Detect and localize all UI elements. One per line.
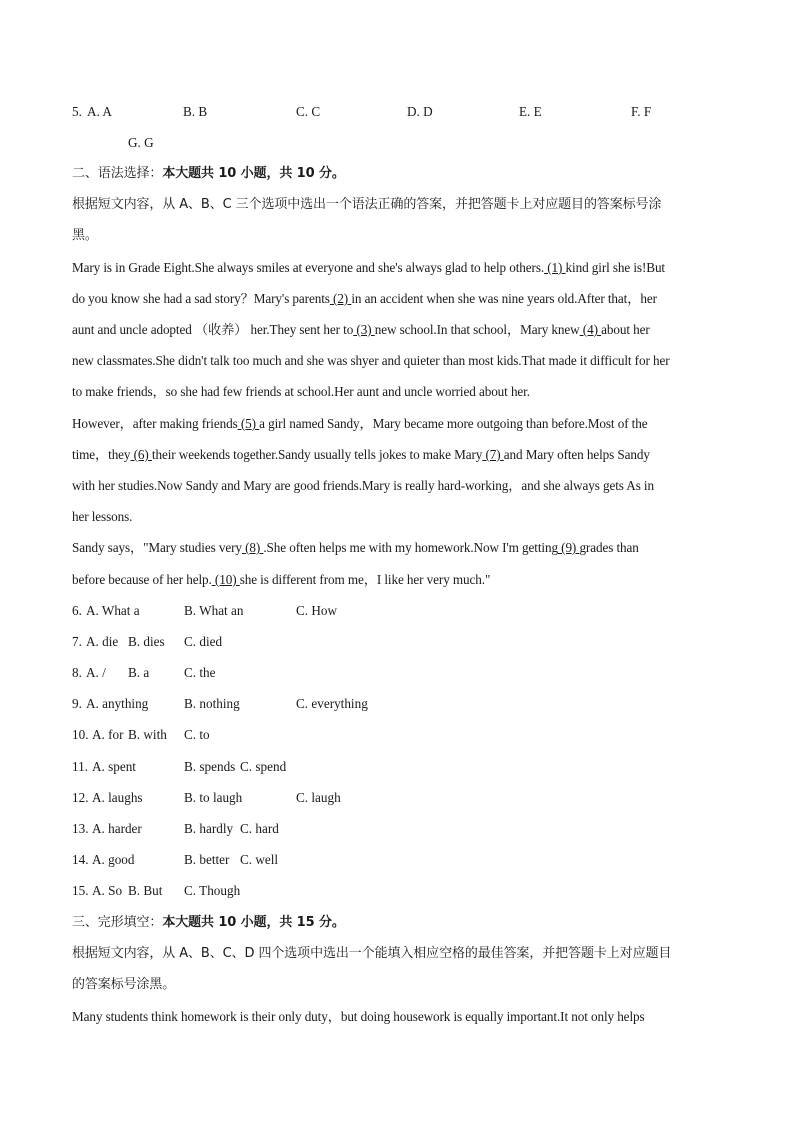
blank-4: (4) bbox=[579, 322, 602, 337]
passage-text: Mary is in Grade Eight.She always smiles at everyone and she's always glad to help others. bbox=[72, 260, 545, 275]
passage-line-1 bbox=[72, 259, 665, 277]
blank-9: (9) bbox=[557, 540, 580, 555]
question-number: 8. bbox=[72, 665, 82, 680]
section-2-heading-prefix: 二、语法选择： bbox=[72, 166, 163, 181]
passage-text: she is different from me，I like her very much." bbox=[239, 572, 491, 587]
passage-text: their weekends together.Sandy usually tells jokes to make Mary bbox=[151, 447, 483, 462]
passage-line-9: her lessons. bbox=[72, 509, 133, 524]
passage-line-6 bbox=[72, 415, 648, 433]
option-a: A. anything bbox=[86, 696, 149, 711]
passage-text: Sandy says，"Mary studies very bbox=[72, 540, 242, 555]
option-b: B. to laugh bbox=[184, 790, 243, 805]
option-c: C. spend bbox=[240, 759, 287, 774]
option-b: B. nothing bbox=[184, 696, 240, 711]
passage-line-2 bbox=[72, 290, 657, 308]
blank-3: (3) bbox=[353, 322, 375, 337]
question-number: 15. bbox=[72, 883, 89, 898]
passage-line-11 bbox=[72, 571, 490, 589]
q5-option-d: D. D bbox=[407, 104, 433, 119]
passage-line-5: to make friends，so she had few friends at school.Her aunt and uncle worried about her. bbox=[72, 384, 530, 399]
option-b: B. hardly bbox=[184, 821, 234, 836]
option-b: B. What an bbox=[184, 603, 244, 618]
passage-line-4: new classmates.She didn't talk too much and she was shyer and quieter than most kids.That made it difficult for her bbox=[72, 353, 670, 368]
passage-text: aunt and uncle adopted （收养） her.They sent her to bbox=[72, 322, 354, 337]
q5-option-c: C. C bbox=[296, 104, 321, 119]
question-number: 9. bbox=[72, 696, 82, 711]
option-c: C. to bbox=[184, 727, 210, 742]
blank-5: (5) bbox=[237, 416, 260, 431]
q5-option-b: B. B bbox=[183, 104, 208, 119]
option-a: A. / bbox=[86, 665, 106, 680]
option-a: A. What a bbox=[86, 603, 140, 618]
question-number: 12. bbox=[72, 790, 89, 805]
option-a: A. laughs bbox=[92, 790, 143, 805]
option-b: B. But bbox=[128, 883, 163, 898]
cloze-passage-line-1: Many students think homework is their only duty，but doing housework is equally important.It not only helps bbox=[72, 1009, 645, 1024]
passage-text: a girl named Sandy，Mary became more outgoing than before.Most of the bbox=[259, 416, 648, 431]
passage-text: before because of her help. bbox=[72, 572, 212, 587]
passage-text: and Mary often helps Sandy bbox=[503, 447, 650, 462]
option-c: C. died bbox=[184, 634, 223, 649]
q5-option-e: E. E bbox=[519, 104, 542, 119]
passage-line-8: with her studies.Now Sandy and Mary are good friends.Mary is really hard-working，and she always gets As in bbox=[72, 478, 654, 493]
blank-7: (7) bbox=[482, 447, 504, 462]
section-2-heading-bold: 本大题共 10 小题，共 10 分。 bbox=[162, 166, 345, 181]
option-c: C. well bbox=[240, 852, 279, 867]
option-a: A. good bbox=[92, 852, 135, 867]
section-3-heading-bold: 本大题共 10 小题，共 15 分。 bbox=[162, 915, 345, 930]
q5-number: 5. bbox=[72, 104, 82, 119]
blank-1: (1) bbox=[544, 260, 566, 275]
section-3-instruction-2: 的答案标号涂黑。 bbox=[72, 977, 176, 992]
section-2-instruction-1: 根据短文内容，从 A、B、C 三个选项中选出一个语法正确的答案，并把答题卡上对应题目的答案标号涂 bbox=[72, 197, 662, 212]
option-c: C. hard bbox=[240, 821, 279, 836]
q5-option-f: F. F bbox=[631, 104, 652, 119]
question-number: 11. bbox=[72, 759, 88, 774]
passage-line-3 bbox=[72, 321, 650, 339]
passage-text: However，after making friends bbox=[72, 416, 238, 431]
option-a: A. die bbox=[86, 634, 119, 649]
passage-text: do you know she had a sad story？Mary's parents bbox=[72, 291, 330, 306]
option-c: C. laugh bbox=[296, 790, 341, 805]
question-number: 14. bbox=[72, 852, 89, 867]
passage-line-7 bbox=[72, 446, 650, 464]
question-number: 13. bbox=[72, 821, 89, 836]
q5-option-a: A. A bbox=[87, 104, 112, 119]
question-number: 7. bbox=[72, 634, 82, 649]
passage-text: about her bbox=[601, 322, 650, 337]
option-c: C. everything bbox=[296, 696, 368, 711]
passage-line-10 bbox=[72, 539, 639, 557]
passage-text: kind girl she is!But bbox=[565, 260, 666, 275]
passage-text: time，they bbox=[72, 447, 131, 462]
section-3-heading bbox=[72, 914, 345, 932]
section-3-instruction-1: 根据短文内容，从 A、B、C、D 四个选项中选出一个能填入相应空格的最佳答案，并把答题卡上对应题目 bbox=[72, 946, 672, 961]
option-b: B. better bbox=[184, 852, 230, 867]
passage-text: grades than bbox=[579, 540, 639, 555]
question-number: 6. bbox=[72, 603, 82, 618]
passage-text: .She often helps me with my homework.Now I'm getting bbox=[263, 540, 558, 555]
option-c: C. the bbox=[184, 665, 216, 680]
question-number: 10. bbox=[72, 727, 89, 742]
section-3-heading-prefix: 三、完形填空： bbox=[72, 915, 163, 930]
option-c: C. Though bbox=[184, 883, 241, 898]
option-b: B. a bbox=[128, 665, 150, 680]
passage-text: new school.In that school，Mary knew bbox=[374, 322, 580, 337]
section-2-instruction-2: 黑。 bbox=[72, 228, 98, 243]
passage-text: in an accident when she was nine years old.After that，her bbox=[351, 291, 657, 306]
section-2-heading bbox=[72, 165, 345, 183]
option-a: A. for bbox=[92, 727, 124, 742]
option-b: B. spends bbox=[184, 759, 236, 774]
option-b: B. with bbox=[128, 727, 167, 742]
option-a: A. spent bbox=[92, 759, 136, 774]
option-b: B. dies bbox=[128, 634, 165, 649]
blank-10: (10) bbox=[211, 572, 240, 587]
blank-6: (6) bbox=[130, 447, 152, 462]
option-c: C. How bbox=[296, 603, 338, 618]
blank-8: (8) bbox=[241, 540, 264, 555]
blank-2: (2) bbox=[329, 291, 352, 306]
option-a: A. harder bbox=[92, 821, 142, 836]
q5-option-g: G. G bbox=[128, 135, 154, 150]
option-a: A. So bbox=[92, 883, 123, 898]
